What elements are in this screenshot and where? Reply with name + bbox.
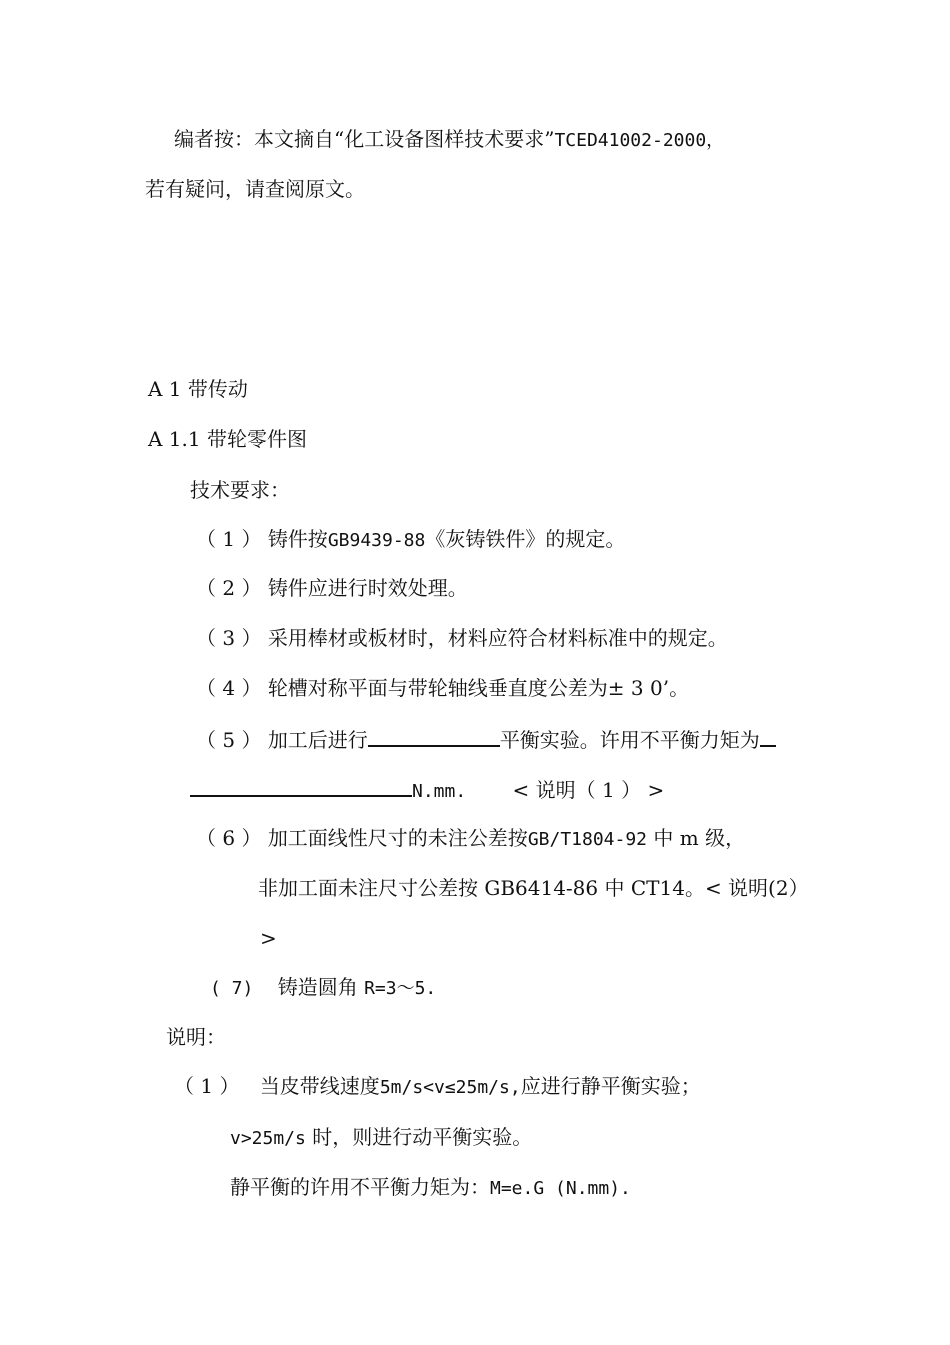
standard-code: GB/T1804-92	[527, 829, 648, 850]
item-text: 加工后进行	[267, 728, 368, 752]
standard-code: R=3～5.	[364, 978, 437, 999]
fill-in-blank-balance-type	[368, 725, 500, 747]
formula: M=e.G (N.mm).	[490, 1178, 631, 1199]
item-number: （ 1 ）	[196, 527, 262, 551]
requirement-item-6-line-3: >	[260, 926, 277, 950]
item-text: 中 m 级，	[653, 826, 746, 850]
speed-condition: 5m/s<v≤25m/s,	[379, 1077, 521, 1098]
item-number: ( 7)	[210, 978, 254, 999]
requirement-item-3	[196, 625, 728, 651]
item-number: （ 5 ）	[196, 728, 262, 752]
item-text: 平衡实验。许用不平衡力矩为	[499, 728, 760, 752]
note-reference: < 说明（ 1 ） >	[512, 778, 665, 802]
item-text: 铸件应进行时效处理。	[267, 576, 468, 600]
note-number: （ 1 ）	[174, 1074, 240, 1098]
item-text: 铸造圆角	[277, 975, 358, 999]
requirement-item-4	[196, 675, 689, 701]
note-item-1-line-3	[230, 1174, 631, 1200]
tech-requirements-heading: 技术要求：	[190, 478, 290, 502]
section-heading-a1: A 1 带传动	[148, 377, 248, 401]
note-text: 当皮带线速度	[259, 1074, 380, 1098]
requirement-item-6	[196, 825, 745, 851]
item-number: （ 4 ）	[196, 676, 262, 700]
item-number: （ 3 ）	[196, 626, 262, 650]
editor-note-line-1	[174, 126, 724, 152]
requirement-item-5	[196, 725, 776, 751]
note-item-1	[174, 1073, 701, 1099]
item-number: （ 2 ）	[196, 576, 262, 600]
requirement-item-5-cont	[190, 775, 664, 801]
requirement-item-6-line-2: 非加工面未注尺寸公差按 GB6414-86 中 CT14。< 说明(2）	[258, 876, 809, 900]
item-text: 《灰铸铁件》的规定。	[425, 527, 626, 551]
requirement-item-1	[196, 526, 625, 552]
item-number: （ 6 ）	[196, 826, 262, 850]
requirement-item-7	[210, 974, 436, 1000]
item-text: 铸件按	[267, 527, 328, 551]
item-text: 轮槽对称平面与带轮轴线垂直度公差为± 3 0’。	[267, 676, 690, 700]
note-text: 时，则进行动平衡实验。	[312, 1125, 533, 1149]
notes-heading: 说明：	[166, 1025, 226, 1049]
editor-note-label: 编者按：本文摘自“化工设备图样技术要求”	[174, 127, 555, 151]
speed-condition: v>25m/s	[230, 1128, 306, 1149]
fill-in-blank-moment-start	[760, 725, 776, 747]
unit-text: N.mm.	[412, 781, 467, 802]
fill-in-blank-moment	[190, 775, 412, 797]
note-text: 应进行静平衡实验；	[520, 1074, 701, 1098]
standard-code: GB9439-88	[327, 530, 426, 551]
editor-note-code: TCED41002-2000，	[554, 130, 725, 151]
requirement-item-2	[196, 575, 468, 601]
item-text: 采用棒材或板材时，材料应符合材料标准中的规定。	[267, 626, 728, 650]
note-text: 静平衡的许用不平衡力矩为：	[230, 1175, 490, 1199]
note-item-1-line-2	[230, 1124, 532, 1150]
section-heading-a11: A 1.1 带轮零件图	[148, 427, 307, 451]
editor-note-line-2: 若有疑问，请查阅原文。	[145, 177, 365, 201]
item-text: 加工面线性尺寸的未注公差按	[267, 826, 528, 850]
